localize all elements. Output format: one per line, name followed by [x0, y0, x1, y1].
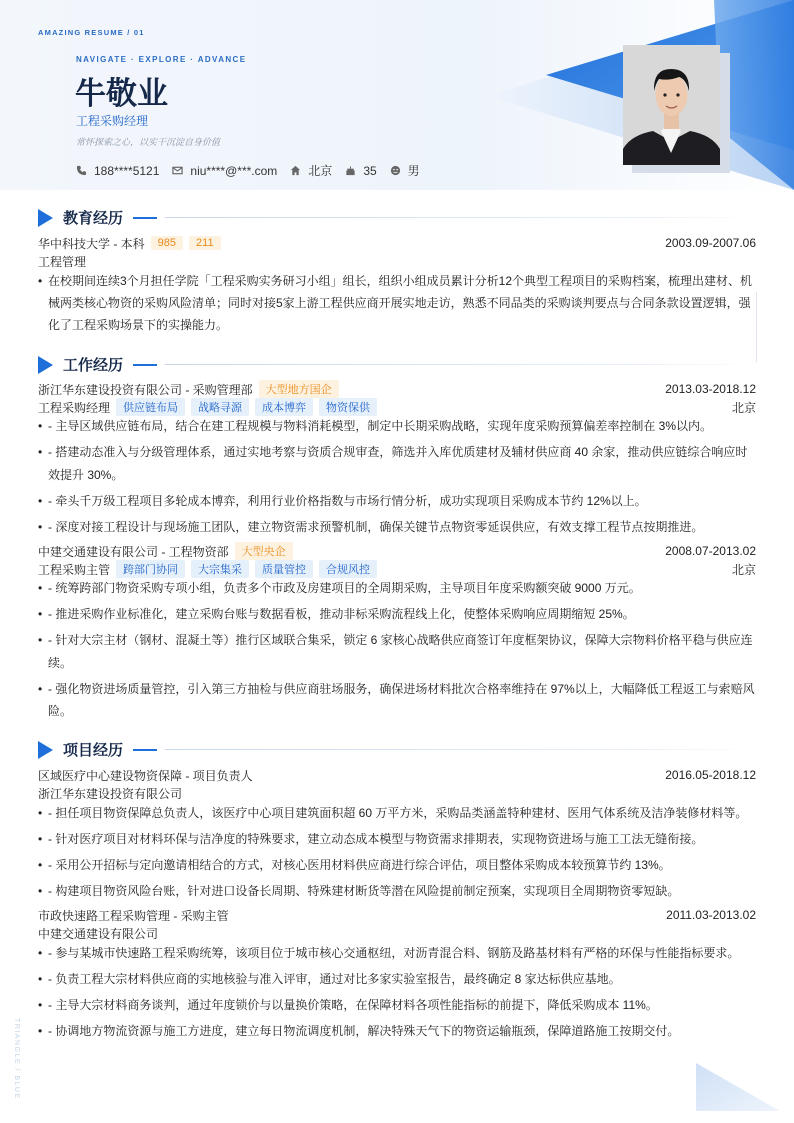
work-date: 2013.03-2018.12: [665, 382, 756, 396]
work-location: 北京: [731, 400, 756, 415]
city: 北京: [308, 164, 333, 178]
company-name: 浙江华东建设投资有限公司 - 采购管理部: [38, 382, 253, 397]
list-item: • - 牵头千万级工程项目多轮成本博弈，利用行业价格指数与市场行情分析，成功实现项目采购成本节约 12%以上。: [38, 490, 756, 513]
work-date: 2008.07-2013.02: [665, 544, 756, 558]
skill-tag: 大宗集采: [191, 560, 249, 578]
cake-icon: [345, 165, 356, 176]
contact-gender: [390, 162, 420, 179]
section-divider: [165, 364, 758, 365]
section-projects-header: [38, 739, 758, 760]
list-item: • - 担任项目物资保障总负责人，该医疗中心项目建筑面积超 60 万平方米，采购品类涵盖特种建材、医用气体系统及洁净装修材料等。: [38, 802, 756, 825]
section-work-header: [38, 354, 758, 375]
corner-triangle-decoration: [696, 1063, 786, 1111]
school-tag-985: 985: [151, 236, 183, 250]
skill-tag: 战略寻源: [191, 398, 249, 416]
list-item: • 在校期间连续3个月担任学院「工程采购实务研习小组」组长，组织小组成员累计分析12个典型工程项目的采购档案，梳理出建材、机械两类核心物资的采购风险清单；同时对接5家上游工程供应商开展实地走访，熟悉不同品类的采购谈判要点与合同条款设置逻辑，强化了工程采购场景下的实操能力。: [38, 270, 756, 336]
company-name: 中建交通建设有限公司 - 工程物资部: [38, 544, 229, 559]
project-company: 浙江华东建设投资有限公司: [38, 786, 183, 801]
mail-icon: [172, 165, 183, 176]
phone-icon: [76, 165, 87, 176]
section-dash: [133, 364, 157, 366]
work-1-company-row: [38, 380, 756, 398]
job-title: 工程采购经理: [76, 114, 149, 128]
skill-tag: 物资保供: [319, 398, 377, 416]
role: 工程采购经理: [38, 400, 111, 415]
project-1-row: [38, 766, 756, 784]
list-item: • - 强化物资进场质量管控，引入第三方抽检与供应商驻场服务，确保进场材料批次合格率维持在 97%以上，大幅降低工程返工与索赔风险。: [38, 678, 756, 723]
side-label: TRIANGLE / BLUE: [13, 1018, 20, 1100]
section-divider: [165, 217, 758, 218]
work-1-bullets: [38, 415, 756, 542]
list-item: • - 参与某城市快速路工程采购统筹，该项目位于城市核心交通枢纽，对沥青混合料、钢筋及路基材料有严格的环保与性能指标要求。: [38, 942, 756, 965]
skill-tag: 合规风控: [319, 560, 377, 578]
list-item: • - 针对医疗项目对材料环保与洁净度的特殊要求，建立动态成本模型与物资需求排期表，实现物资进场与施工工法无缝衔接。: [38, 828, 756, 851]
project-2-company-row: [38, 924, 756, 942]
list-item: • - 推进采购作业标准化，建立采购台账与数据看板，推动非标采购流程线上化，使整体采购响应周期缩短 25%。: [38, 603, 756, 626]
tagline: 常怀探索之心，以实干沉淀自身价值: [76, 137, 221, 147]
education-row: [38, 234, 756, 252]
brand-label: AMAZING RESUME / 01: [38, 28, 145, 37]
section-triangle-icon: [38, 209, 53, 227]
list-item: • - 深度对接工程设计与现场施工团队，建立物资需求预警机制，确保关键节点物资零延误供应，有效支撑工程节点按期推进。: [38, 516, 756, 539]
list-item: • - 主导大宗材料商务谈判，通过年度锁价与以量换价策略，在保障材料各项性能指标的前提下，降低采购成本 11%。: [38, 994, 756, 1017]
project-name: 市政快速路工程采购管理 - 采购主管: [38, 908, 229, 923]
work-2-bullets: [38, 577, 756, 726]
major: 工程管理: [38, 254, 87, 269]
section-dash: [133, 749, 157, 751]
gender-icon: [390, 165, 401, 176]
email-address: niu****@***.com: [190, 163, 278, 178]
education-bullets: [38, 270, 756, 340]
section-triangle-icon: [38, 356, 53, 374]
project-2-row: [38, 906, 756, 924]
work-2-company-row: [38, 542, 756, 560]
project-name: 区域医疗中心建设物资保障 - 项目负责人: [38, 768, 253, 783]
company-tag: 大型央企: [235, 542, 293, 560]
skill-tag: 供应链布局: [116, 398, 185, 416]
right-divider-line: [756, 292, 757, 362]
work-location: 北京: [731, 562, 756, 577]
section-dash: [133, 217, 157, 219]
list-item: • - 针对大宗主材（钢材、混凝土等）推行区域联合集采，锁定 6 家核心战略供应商签订年度框架协议，保障大宗物料价格平稳与供应连续。: [38, 629, 756, 674]
list-item: • - 协调地方物流资源与施工方进度，建立每日物流调度机制，解决特殊天气下的物资运输瓶颈，保障道路施工按期交付。: [38, 1020, 756, 1043]
role: 工程采购主管: [38, 562, 111, 577]
home-icon: [290, 165, 301, 176]
work-2-role-row: [38, 560, 756, 578]
project-company: 中建交通建设有限公司: [38, 926, 159, 941]
list-item: • - 主导区域供应链布局，结合在建工程规模与物料消耗模型，制定中长期采购战略，实现年度采购预算偏差率控制在 3%以内。: [38, 415, 756, 438]
company-tag: 大型地方国企: [259, 380, 339, 398]
list-item: • - 统筹跨部门物资采购专项小组，负责多个市政及房建项目的全周期采购，主导项目年度采购额突破 9000 万元。: [38, 577, 756, 600]
contact-city: [290, 162, 332, 179]
project-1-bullets: [38, 802, 756, 906]
list-item: • - 搭建动态准入与分级管理体系，通过实地考察与资质合规审查，筛选并入库优质建材及辅材供应商 40 余家，推动供应链综合响应时效提升 30%。: [38, 441, 756, 486]
section-title: 教育经历: [63, 210, 124, 227]
candidate-name: 牛敬业: [75, 76, 168, 112]
age: 35: [363, 163, 377, 178]
section-title: 工作经历: [63, 357, 124, 374]
project-date: 2011.03-2013.02: [666, 908, 756, 922]
skill-tag: 跨部门协同: [116, 560, 185, 578]
education-major-row: [38, 252, 756, 270]
resume-header: [0, 0, 794, 190]
education-date: 2003.09-2007.06: [665, 236, 756, 250]
section-title: 项目经历: [63, 742, 124, 759]
list-item: • - 构建项目物资风险台账，针对进口设备长周期、特殊建材断货等潜在风险提前制定预案，实现项目全周期物资零短缺。: [38, 880, 756, 903]
school-tag-211: 211: [189, 236, 221, 250]
section-divider: [165, 749, 758, 750]
gender: 男: [407, 164, 420, 178]
list-item: • - 负责工程大宗材料供应商的实地核验与准入评审，通过对比多家实验室报告，最终确定 8 家达标供应基地。: [38, 968, 756, 991]
section-triangle-icon: [38, 741, 53, 759]
school-name: 华中科技大学 - 本科: [38, 236, 145, 251]
skill-tag: 质量管控: [255, 560, 313, 578]
phone-number: 188****5121: [94, 163, 160, 178]
list-item: • - 采用公开招标与定向邀请相结合的方式，对核心医用材料供应商进行综合评估，项目整体采购成本较预算节约 13%。: [38, 854, 756, 877]
profile-photo: [623, 45, 720, 165]
project-2-bullets: [38, 942, 756, 1046]
contact-email: [172, 164, 277, 178]
contact-bar: [76, 162, 433, 179]
section-education-header: [38, 207, 758, 228]
contact-age: [345, 164, 376, 178]
motto-label: NAVIGATE · EXPLORE · ADVANCE: [76, 55, 247, 64]
person-portrait-icon: [623, 45, 720, 165]
skill-tag: 成本博弈: [255, 398, 313, 416]
project-1-company-row: [38, 784, 756, 802]
contact-phone: [76, 164, 159, 178]
project-date: 2016.05-2018.12: [665, 768, 756, 782]
work-1-role-row: [38, 398, 756, 416]
